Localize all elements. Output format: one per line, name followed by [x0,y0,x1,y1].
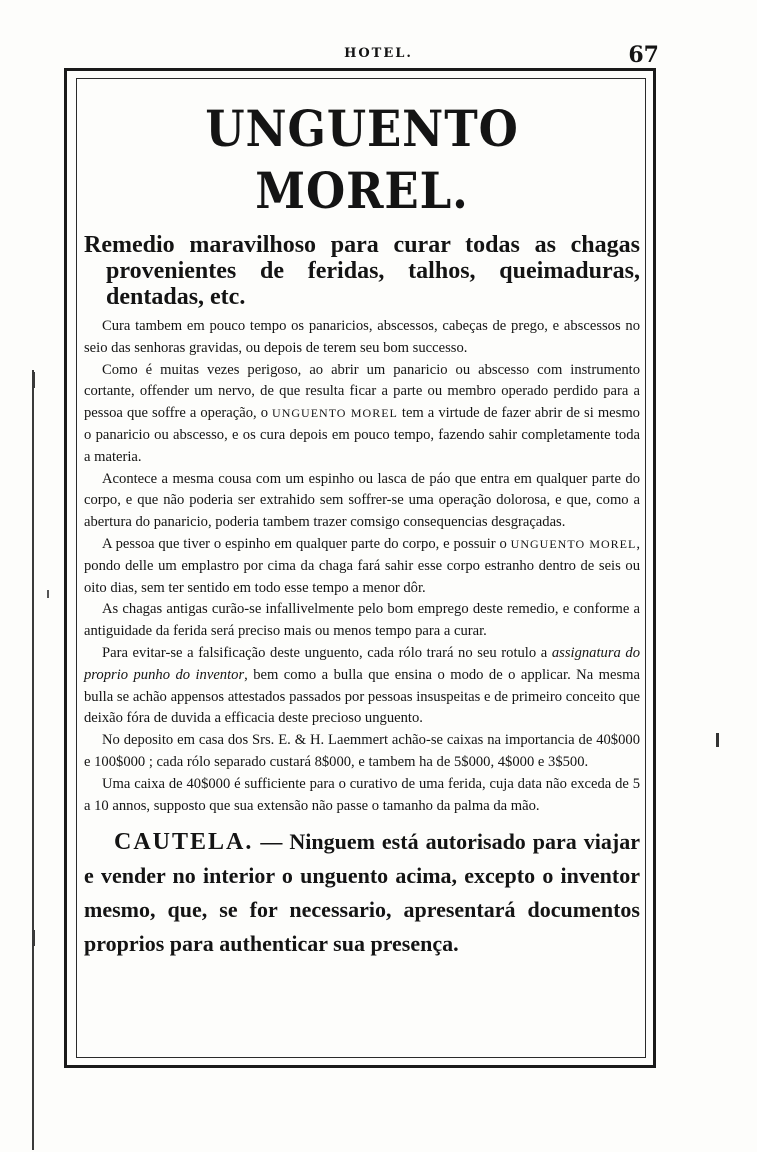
page-number: 67 [628,42,659,68]
paragraph-3: Acontece a mesma cousa com um espinho ou lasca de páo que entra em qualquer parte do corpo, e que não poderia ser extrahido sem soffrer-se uma operação dolorosa, e que, como a abertura do panaricio, poderia tambem trazer comsigo consequencias desgraçadas. [84,470,640,531]
stray-print-mark [47,590,49,598]
paragraph-6-text-b: , bem como a bulla que ensina o modo de o applicar. Na mesma bulla se achão appensos attestados passados por pessoas insuspeitas e de primeiro conceito que deixão fóra de duvida a efficacia deste precioso unguento. [84,666,640,727]
advert-title: UNGUENTO MOREL. [205,99,519,220]
stray-print-mark [716,733,719,747]
paragraph-1: Cura tambem em pouco tempo os panaricios, abscessos, cabeças de prego, e abscessos no seio das senhoras gravidas, ou depois de terem seu bom successo. [84,318,640,356]
paragraph-5: As chagas antigas curão-se infallivelmente pelo bom emprego deste remedio, e conforme a antiguidade da ferida será preciso mais ou menos tempo para a curar. [84,601,640,640]
paragraph-6-text-a: Para evitar-se a falsificação deste unguento, cada rólo trará no seu rotulo a [102,644,552,661]
paragraph-6-italic: assignatura do proprio punho do inventor [84,644,641,683]
paragraph-2 [84,360,640,469]
advert-subtitle: Remedio maravilhoso para curar todas as chagas provenientes de feridas, talhos, queimaduras, dentadas, etc. [84,232,640,310]
paragraph-6 [84,643,640,730]
paragraph-2-brand: UNGUENTO MOREL [272,406,398,421]
margin-rule [32,370,34,1150]
paragraph-4 [84,534,640,599]
paragraph-7: No deposito em casa dos Srs. E. & H. Laemmert achão-se caixas na importancia de 40$000 e 100$000 ; cada rólo separado custará 8$000, e tambem ha de 5$000, 4$000 e 3$500. [84,732,640,770]
paragraph-8: Uma caixa de 40$000 é sufficiente para o curativo de uma ferida, cuja data não exceda de 5 a 10 annos, supposto que sua extensão não passe o tamanho da palma da mão. [84,775,640,814]
advert-body [84,82,640,983]
margin-rule-tick [33,930,35,946]
running-head-title: HOTEL. [344,46,413,61]
paragraph-4-text-a: A pessoa que tiver o espinho em qualquer parte do corpo, e possuir o [102,535,511,552]
paragraph-2-text-b: tem a virtude de fazer abrir de si mesmo o panaricio ou abscesso, e os cura depois em pouco tempo, fazendo sahir completamente toda a materia. [84,405,640,465]
caution-label: CAUTELA. [114,829,254,856]
caution-paragraph [84,825,640,961]
paragraph-4-brand: UNGUENTO MOREL [510,536,637,551]
caution-text: — Ninguem está autorisado para viajar e vender no interior o unguento acima, excepto o inventor mesmo, que, se for necessario, apresentará documentos proprios para authenticar sua presença. [84,829,640,957]
paragraph-2-text-a: Como é muitas vezes perigoso, ao abrir um panaricio ou abscesso com instrumento cortante, offender um nervo, de que resulta ficar a parte ou membro operado perdido para a pessoa que soffre a operação, o [84,361,640,422]
margin-rule-tick [33,372,35,388]
running-head [0,42,757,66]
paragraph-4-text-b: , pondo delle um emplastro por cima da chaga fará sahir esse corpo estranho dentro de seis ou oito dias, sem ter sentido em todo esse tempo a menor dôr. [84,535,640,596]
